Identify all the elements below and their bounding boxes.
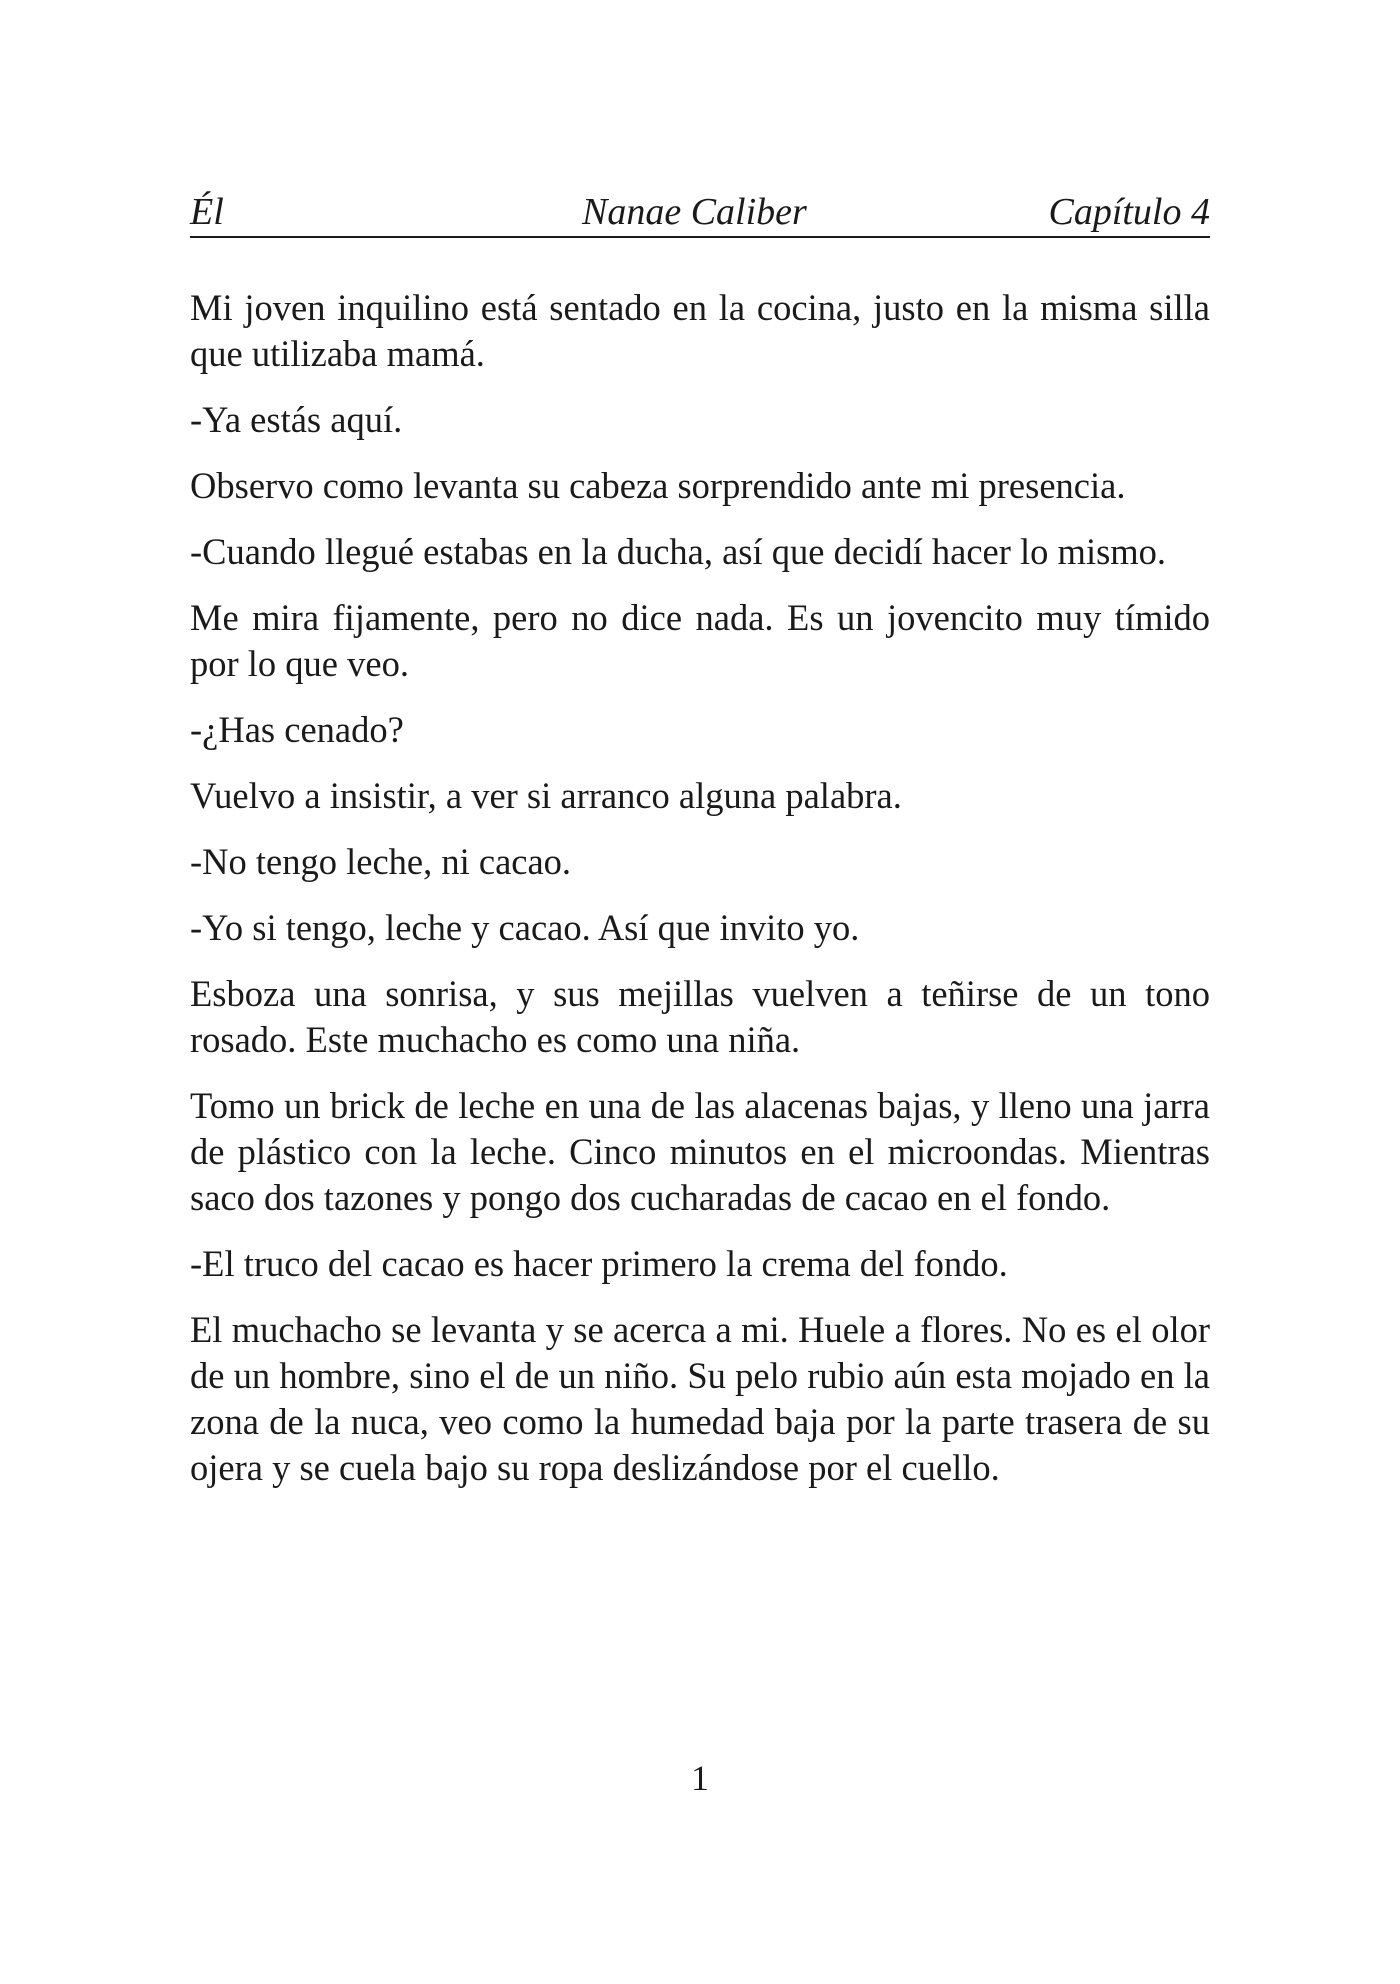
paragraph: Me mira fijamente, pero no dice nada. Es un jovencito muy tímido por lo que veo. xyxy=(190,597,1210,684)
paragraph: -No tengo leche, ni cacao. xyxy=(190,841,572,882)
running-header xyxy=(190,188,1210,238)
paragraph: -Yo si tengo, leche y cacao. Así que invito yo. xyxy=(190,907,860,948)
paragraph: Vuelvo a insistir, a ver si arranco alguna palabra. xyxy=(190,775,902,816)
paragraph: Esboza una sonrisa, y sus mejillas vuelven a teñirse de un tono rosado. Este muchacho es como una niña. xyxy=(190,973,1210,1060)
header-chapter: Capítulo 4 xyxy=(1048,191,1210,233)
paragraph: -El truco del cacao es hacer primero la crema del fondo. xyxy=(190,1243,1008,1284)
page-number: 1 xyxy=(691,1758,709,1798)
paragraph: Mi joven inquilino está sentado en la cocina, justo en la misma silla que utilizaba mamá. xyxy=(190,287,1210,374)
paragraph: El muchacho se levanta y se acerca a mi. Huele a flores. No es el olor de un hombre, sino el de un niño. Su pelo rubio aún esta mojado en la zona de la nuca, veo como la humedad baja por la parte trasera de su ojera y se cuela bajo su ropa deslizándose por el cuello. xyxy=(190,1309,1210,1488)
paragraph: -¿Has cenado? xyxy=(190,709,404,750)
header-title: Él xyxy=(190,191,224,233)
paragraph: Observo como levanta su cabeza sorprendido ante mi presencia. xyxy=(190,465,1126,506)
body-text xyxy=(190,285,1210,1511)
paragraph: -Ya estás aquí. xyxy=(190,399,403,440)
paragraph: -Cuando llegué estabas en la ducha, así que decidí hacer lo mismo. xyxy=(190,531,1167,572)
header-author: Nanae Caliber xyxy=(582,191,807,233)
paragraph: Tomo un brick de leche en una de las alacenas bajas, y lleno una jarra de plástico con la leche. Cinco minutos en el microondas. Mientras saco dos tazones y pongo dos cucharadas de cacao en el fondo. xyxy=(190,1085,1210,1218)
